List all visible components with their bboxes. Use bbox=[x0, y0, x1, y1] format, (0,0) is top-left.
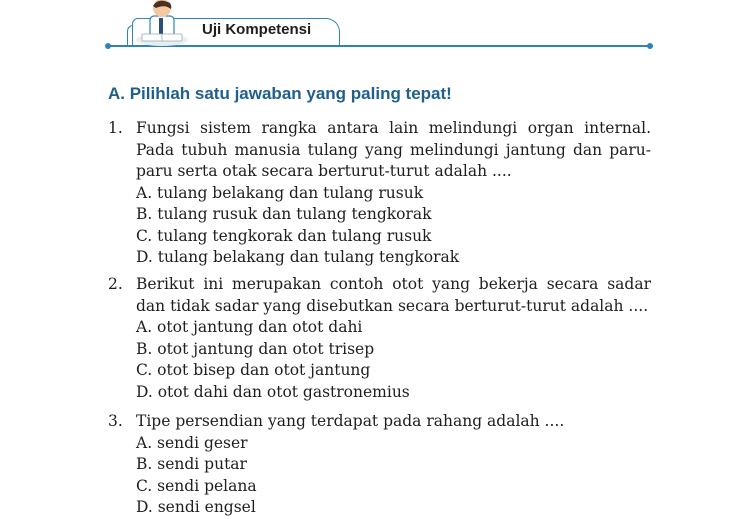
question-number: 2. bbox=[108, 275, 123, 293]
option-a: A. sendi geser bbox=[136, 433, 248, 452]
option-c: C. sendi pelana bbox=[136, 476, 257, 495]
option-d: D. otot dahi dan otot gastronemius bbox=[136, 382, 410, 401]
header-rule-dot-left bbox=[105, 43, 111, 49]
option-b: B. tulang rusuk dan tulang tengkorak bbox=[136, 205, 432, 223]
question-number: 1. bbox=[108, 119, 123, 137]
option-c: C. otot bisep dan otot jantung bbox=[136, 361, 371, 379]
option-d: D. sendi engsel bbox=[136, 498, 256, 516]
student-reading-icon bbox=[132, 0, 194, 48]
option-b: B. otot jantung dan otot trisep bbox=[136, 339, 375, 358]
question-stem: Berikut ini merupakan contoh otot yang bekerja secara sadar dan tidak sadar yang disebutkan secara berturut-turut adalah .... bbox=[136, 275, 651, 315]
header-rule-dot-right bbox=[647, 43, 653, 49]
option-a: A. tulang belakang dan tulang rusuk bbox=[136, 183, 424, 202]
option-b: B. sendi putar bbox=[136, 455, 247, 473]
question-stem: Fungsi sistem rangka antara lain melindungi organ internal. Pada tubuh manusia tulang yang melindungi jantung dan paru-paru serta otak secara berturut-turut adalah .... bbox=[136, 119, 651, 180]
question-stem: Tipe persendian yang terdapat pada rahang adalah .... bbox=[136, 412, 565, 430]
question-number: 3. bbox=[108, 412, 123, 430]
option-a: A. otot jantung dan otot dahi bbox=[136, 318, 363, 336]
header-title: Uji Kompetensi bbox=[202, 21, 312, 38]
option-c: C. tulang tengkorak dan tulang rusuk bbox=[136, 226, 432, 245]
section-title: A. Pilihlah satu jawaban yang paling tepat! bbox=[108, 84, 452, 103]
option-d: D. tulang belakang dan tulang tengkorak bbox=[136, 248, 460, 266]
page-header bbox=[0, 0, 750, 60]
